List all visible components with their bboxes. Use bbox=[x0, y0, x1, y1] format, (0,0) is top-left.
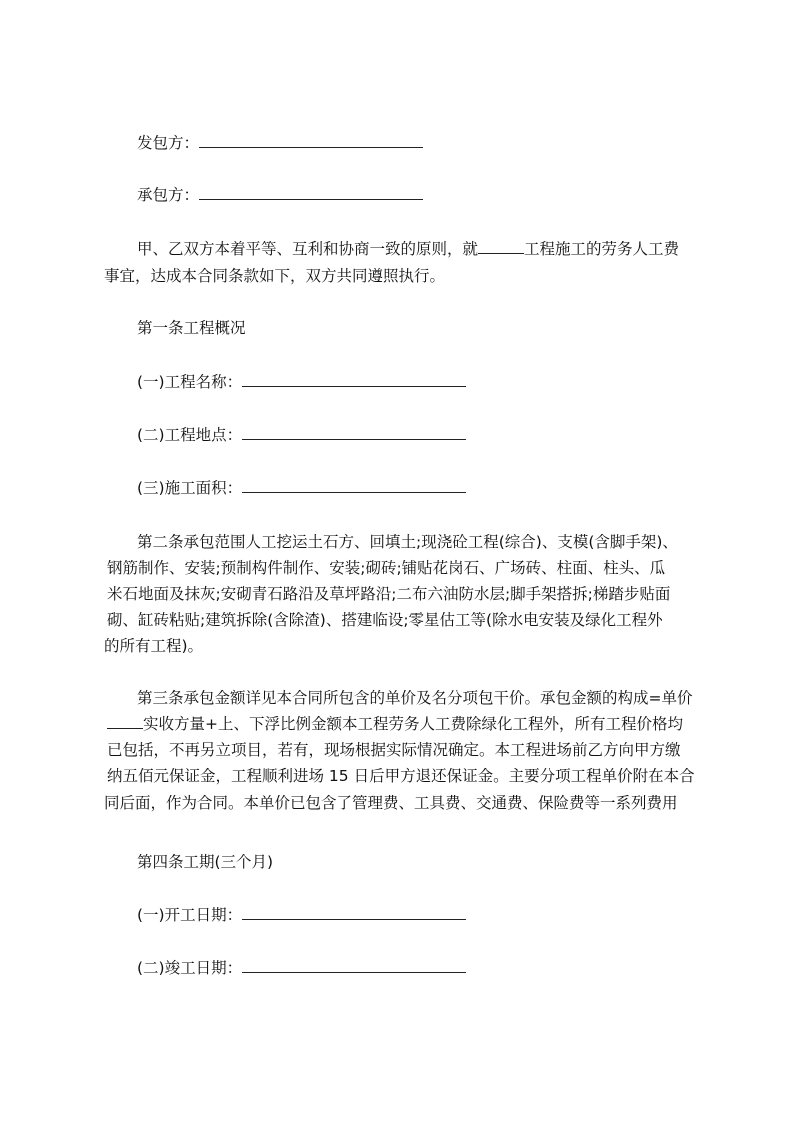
intro-text-a: 甲、乙双方本着平等、互利和协商一致的原则，就 bbox=[137, 240, 479, 258]
article2-line: 米石地面及抹灰;安砌青石路沿及草坪路沿;二布六油防水层;脚手架搭拆;梯踏步贴面 bbox=[107, 585, 671, 603]
issuer-row bbox=[137, 133, 423, 153]
intro-line-1 bbox=[137, 239, 679, 259]
start-date-blank[interactable] bbox=[242, 905, 466, 920]
article3-line-2-text: 实收方量+上、下浮比例金额本工程劳务人工费除绿化工程外，所有工程价格均 bbox=[143, 715, 683, 733]
project-blank[interactable] bbox=[478, 239, 524, 254]
completion-date-blank[interactable] bbox=[242, 958, 466, 973]
article3-line-5: 同后面，作为合同。本单价已包含了管理费、工具费、交通费、保险费等一系列费用 bbox=[104, 794, 678, 812]
project-location-blank[interactable] bbox=[242, 425, 466, 440]
project-name-label: (一)工程名称： bbox=[137, 373, 243, 391]
intro-line-2: 事宜，达成本合同条款如下，双方共同遵照执行。 bbox=[104, 267, 446, 285]
issuer-label: 发包方： bbox=[137, 134, 200, 152]
completion-date-label: (二)竣工日期： bbox=[137, 959, 243, 977]
article4-title: 第四条工期(三个月) bbox=[137, 853, 274, 871]
issuer-blank[interactable] bbox=[199, 133, 423, 148]
construction-area-row bbox=[137, 478, 466, 498]
project-location-row bbox=[137, 425, 466, 445]
construction-area-blank[interactable] bbox=[242, 478, 466, 493]
completion-date-row bbox=[137, 958, 466, 978]
construction-area-label: (三)施工面积： bbox=[137, 479, 243, 497]
article2-line: 的所有工程)。 bbox=[104, 637, 204, 655]
project-location-label: (二)工程地点： bbox=[137, 426, 243, 444]
article3-line-4: 纳五佰元保证金，工程顺利进场 15 日后甲方退还保证金。主要分项工程单价附在本合 bbox=[107, 767, 695, 785]
start-date-row bbox=[137, 905, 466, 925]
project-name-row bbox=[137, 372, 466, 392]
article2-line: 钢筋制作、安装;预制构件制作、安装;砌砖;铺贴花岗石、广场砖、柱面、柱头、瓜 bbox=[107, 559, 666, 577]
article3-line-3: 已包括，不再另立项目，若有，现场根据实际情况确定。本工程进场前乙方向甲方缴 bbox=[107, 741, 681, 759]
article3-line-1: 第三条承包金额详见本合同所包含的单价及名分项包干价。承包金额的构成=单价 bbox=[137, 689, 693, 707]
intro-text-b: 工程施工的劳务人工费 bbox=[524, 240, 680, 258]
article3-line-2 bbox=[107, 714, 697, 734]
article2-line: 第二条承包范围人工挖运土石方、回填土;现浇砼工程(综合)、支模(含脚手架)、 bbox=[137, 533, 678, 551]
article1-title: 第一条工程概况 bbox=[137, 319, 246, 337]
contractor-label: 承包方： bbox=[137, 186, 200, 204]
project-name-blank[interactable] bbox=[242, 372, 466, 387]
contractor-blank[interactable] bbox=[199, 185, 423, 200]
contractor-row bbox=[137, 185, 423, 205]
start-date-label: (一)开工日期： bbox=[137, 906, 243, 924]
unit-price-blank[interactable] bbox=[107, 714, 143, 729]
article2-line: 砌、缸砖粘贴;建筑拆除(含除渣)、搭建临设;零星估工等(除水电安装及绿化工程外 bbox=[107, 611, 663, 629]
